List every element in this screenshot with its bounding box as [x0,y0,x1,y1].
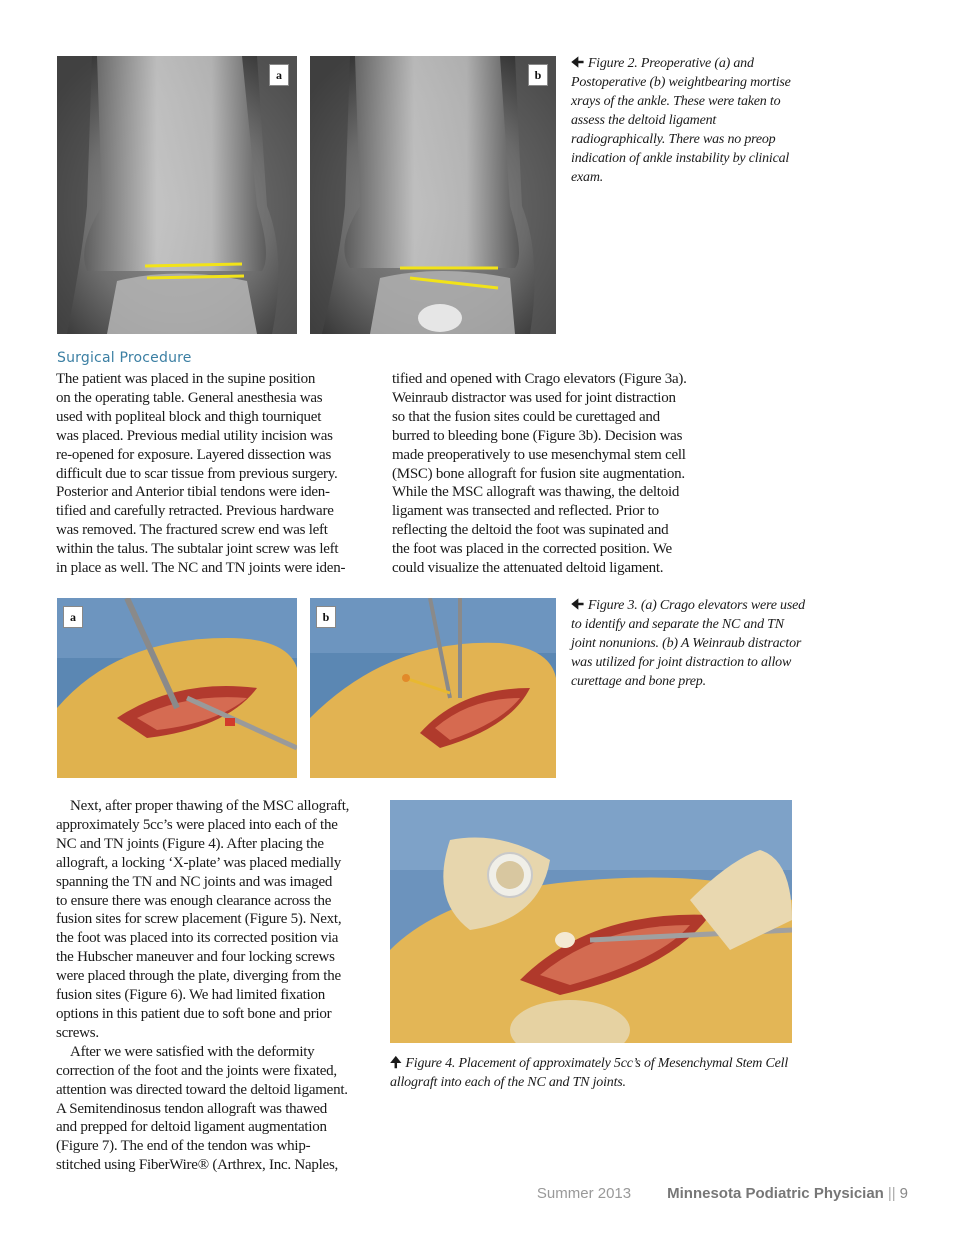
body-paragraph: Next, after proper thawing of the MSC allograft, approximately 5cc’s were placed into each of the NC and TN joints (Figure 4). After placing the allograft, a locking ‘X-plate’ was placed medially spanning the TN and NC joints and was imaged to ensure there was enough clearance across the fusion sites for screw placement (Figure 5). Next, the foot was placed into its corrected position via the Hubscher maneuver and four locking screws were placed through the plate, diverging from the fusion sites (Figure 6). We had limited fixation options in this patient due to soft bone and prior screws. [56,798,350,1041]
arrow-up-icon: 🠉 [390,1056,402,1071]
magazine-title: Minnesota Podiatric Physician [667,1185,884,1202]
surgery-photo-3a [57,598,297,778]
figure-label-b: b [316,606,336,628]
footer-separator: || [887,1185,896,1202]
body-paragraph: The patient was placed in the supine position on the operating table. General anesthesia was used with popliteal block and thigh tourniquet was placed. Previous medial utility incision was re-opened for exposure. Layered dissection was difficult due to scar tissue from previous surgery. Posterior and Anterior tibial tendons were iden- tified and carefully retracted. Previous hardware was removed. The fractured screw end was left within the talus. The subtalar joint screw was left in place as well. The NC and TN joints were iden- [56,371,346,577]
xray-postoperative-image [310,56,556,334]
body-column-3 [56,797,386,1175]
figure-label-a: a [63,606,83,628]
figure2-caption-text: Figure 2. Preoperative (a) and Postoperative (b) weightbearing mortise xrays of the ankle. These were taken to assess the deltoid ligament radiographically. There was no preop indication of ankle instability by clinical exam. [571,56,791,185]
figure-label-b: b [528,64,548,86]
figure2-caption [571,54,811,187]
figure-label-a: a [269,64,289,86]
body-paragraph: After we were satisfied with the deformity correction of the foot and the joints were fixated, attention was directed toward the deltoid ligament. A Semitendinosus tendon allograft was thawed and prepped for deltoid ligament augmentation (Figure 7). The end of the tendon was whip- stitched using FiberWire® (Arthrex, Inc. Naples, [56,1043,348,1174]
arrow-left-icon: 🠈 [571,598,584,613]
xray-preoperative-image [57,56,297,334]
figure3-caption [571,596,811,691]
page-number: 9 [899,1185,908,1202]
surgery-photo-3b [310,598,556,778]
page-footer [537,1185,908,1202]
figure4-caption [390,1054,800,1092]
figure4-caption-text: Figure 4. Placement of approximately 5cc’s of Mesenchymal Stem Cell allograft into each of the NC and TN joints. [390,1056,789,1090]
surgery-photo-4 [390,800,792,1043]
figure3-caption-text: Figure 3. (a) Crago elevators were used to identify and separate the NC and TN joint nonunions. (b) A Weinraub distractor was utilized for joint distraction to allow curettage and bone prep. [571,598,805,689]
body-column-2 [392,370,732,578]
body-column-1 [56,370,386,578]
body-paragraph: tified and opened with Crago elevators (Figure 3a). Weinraub distractor was used for joint distraction so that the fusion sites could be curettaged and burred to bleeding bone (Figure 3b). Decision was made preoperatively to use mesenchymal stem cell (MSC) bone allograft for fusion site augmentation. While the MSC allograft was thawing, the deltoid ligament was transected and reflected. Prior to reflecting the deltoid the foot was supinated and the foot was placed in the corrected position. We could visualize the attenuated deltoid ligament. [392,371,687,577]
arrow-left-icon: 🠈 [571,56,584,71]
section-heading: Surgical Procedure [57,350,192,366]
issue-season: Summer 2013 [536,1185,632,1202]
